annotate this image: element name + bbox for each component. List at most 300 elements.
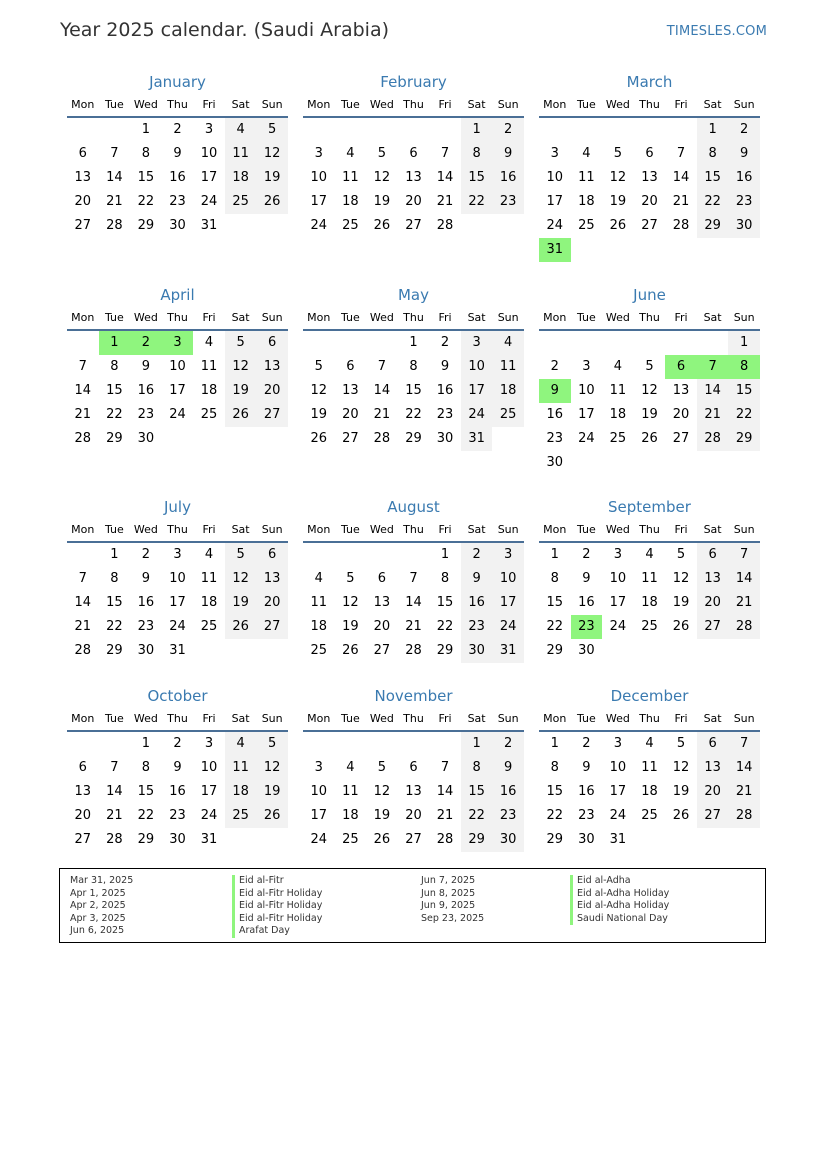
weekday-label: Fri [674, 98, 688, 111]
day-cell: 24 [310, 832, 328, 847]
weekday-label: Wed [369, 311, 394, 324]
day-cell: 28 [697, 427, 729, 451]
day-cell: 9 [492, 756, 524, 780]
day-cell: 1 [141, 122, 151, 137]
day-cell: 21 [405, 619, 422, 634]
month-name: July [164, 498, 191, 516]
day-cell: 12 [672, 760, 690, 775]
day-cell: 31 [461, 427, 493, 451]
day-cell: 2 [582, 547, 591, 562]
day-cell: 7 [440, 760, 450, 775]
month-name: February [380, 73, 447, 91]
day-cell: 6 [256, 543, 288, 567]
day-cell: 22 [106, 619, 123, 634]
weekday-label: Sun [733, 712, 755, 725]
day-cell: 4 [204, 547, 214, 562]
legend-holiday-name: Eid al-Fitr Holiday [232, 913, 322, 926]
day-cell: 28 [106, 832, 123, 847]
weekday-label: Wed [369, 523, 394, 536]
day-cell: 14 [728, 756, 760, 780]
legend-holiday-name: Eid al-Adha Holiday [570, 900, 669, 913]
weekday-label: Tue [340, 311, 360, 324]
day-cell: 2 [440, 335, 450, 350]
day-cell: 9 [173, 760, 182, 775]
weekday-label: Wed [133, 712, 158, 725]
weekday-header [303, 522, 524, 543]
empty-cell [398, 543, 430, 567]
legend-date: Apr 2, 2025 [70, 900, 126, 911]
day-cell: 27 [74, 218, 92, 233]
weekday-label: Sun [733, 98, 755, 111]
day-cell: 13 [405, 170, 422, 185]
day-cell: 29 [546, 643, 564, 658]
legend-date: Apr 3, 2025 [70, 912, 126, 924]
day-cell: 25 [609, 431, 627, 446]
day-cell: 22 [436, 619, 454, 634]
day-cell: 11 [200, 359, 218, 374]
day-cell: 14 [672, 170, 690, 185]
day-cell: 23 [461, 615, 493, 639]
day-grid [67, 331, 288, 451]
day-cell: 18 [492, 379, 524, 403]
day-cell: 23 [728, 190, 760, 214]
legend-holiday-name: Eid al-Fitr [232, 875, 322, 888]
day-cell: 24 [310, 218, 328, 233]
day-cell: 18 [310, 619, 328, 634]
empty-cell [634, 331, 666, 355]
day-cell: 19 [256, 780, 288, 804]
month-name: August [387, 498, 440, 516]
empty-cell [398, 118, 430, 142]
day-cell: 22 [546, 808, 564, 823]
weekday-label: Tue [340, 98, 360, 111]
day-cell: 15 [436, 595, 454, 610]
day-cell: 5 [613, 146, 623, 161]
day-cell: 8 [409, 359, 418, 374]
day-cell: 21 [106, 808, 123, 823]
day-cell: 7 [676, 146, 686, 161]
day-cell: 21 [74, 619, 92, 634]
weekday-label: Fri [674, 523, 688, 536]
empty-cell [539, 118, 571, 142]
month-november [303, 686, 524, 852]
empty-cell [398, 732, 430, 756]
day-cell: 1 [697, 118, 729, 142]
day-cell: 27 [405, 832, 422, 847]
day-cell: 16 [492, 166, 524, 190]
day-cell: 3 [173, 547, 182, 562]
weekday-label: Wed [369, 98, 394, 111]
day-cell: 16 [169, 784, 186, 799]
holiday-day-cell: 1 [99, 331, 131, 355]
day-cell: 29 [405, 431, 422, 446]
day-cell: 21 [672, 194, 690, 209]
day-cell: 27 [697, 615, 729, 639]
weekday-label: Fri [438, 98, 452, 111]
day-cell: 2 [492, 732, 524, 756]
day-cell: 16 [169, 170, 186, 185]
legend-date: Jun 8, 2025 [421, 887, 476, 899]
day-cell: 21 [373, 407, 391, 422]
day-cell: 23 [546, 431, 564, 446]
day-cell: 5 [377, 760, 387, 775]
weekday-label: Mon [71, 712, 95, 725]
day-grid [303, 732, 524, 852]
holiday-day-cell: 9 [539, 379, 571, 403]
day-cell: 24 [609, 808, 627, 823]
day-cell: 11 [200, 571, 218, 586]
day-cell: 6 [78, 760, 87, 775]
weekday-label: Sat [467, 98, 486, 111]
weekday-label: Fri [438, 712, 452, 725]
weekday-label: Thu [639, 98, 660, 111]
day-cell: 12 [225, 567, 257, 591]
day-cell: 23 [578, 808, 595, 823]
day-cell: 4 [645, 547, 654, 562]
day-cell: 2 [173, 122, 182, 137]
day-cell: 14 [405, 595, 422, 610]
weekday-label: Thu [167, 712, 188, 725]
day-cell: 25 [310, 643, 328, 658]
empty-cell [539, 331, 571, 355]
day-cell: 20 [373, 619, 391, 634]
weekday-label: Thu [639, 712, 660, 725]
day-cell: 28 [74, 431, 92, 446]
month-june [539, 285, 760, 475]
day-cell: 4 [314, 571, 323, 586]
day-cell: 31 [492, 639, 524, 663]
day-cell: 12 [310, 383, 328, 398]
day-cell: 27 [256, 403, 288, 427]
day-cell: 10 [200, 760, 218, 775]
day-cell: 30 [492, 828, 524, 852]
legend-holiday-name: Eid al-Adha [570, 875, 669, 888]
day-cell: 12 [256, 756, 288, 780]
weekday-label: Tue [576, 712, 596, 725]
day-cell: 22 [461, 804, 493, 828]
day-cell: 6 [377, 571, 387, 586]
day-cell: 19 [225, 379, 257, 403]
day-cell: 26 [256, 190, 288, 214]
day-cell: 19 [641, 407, 658, 422]
day-cell: 8 [550, 571, 559, 586]
day-cell: 11 [492, 355, 524, 379]
day-cell: 25 [641, 808, 658, 823]
day-cell: 15 [137, 784, 155, 799]
day-cell: 17 [169, 383, 186, 398]
day-cell: 18 [200, 595, 218, 610]
day-cell: 17 [492, 591, 524, 615]
day-cell: 1 [550, 547, 559, 562]
day-cell: 13 [641, 170, 658, 185]
day-cell: 9 [492, 142, 524, 166]
weekday-label: Tue [340, 523, 360, 536]
holiday-day-cell: 6 [665, 355, 697, 379]
weekday-header [539, 522, 760, 543]
empty-cell [602, 118, 634, 142]
day-cell: 20 [405, 808, 422, 823]
day-cell: 25 [578, 218, 595, 233]
day-cell: 21 [106, 194, 123, 209]
weekday-label: Sun [261, 523, 283, 536]
day-cell: 23 [436, 407, 454, 422]
day-cell: 24 [461, 403, 493, 427]
weekday-label: Tue [576, 523, 596, 536]
day-cell: 6 [697, 732, 729, 756]
day-grid [303, 543, 524, 663]
day-cell: 8 [141, 760, 151, 775]
day-cell: 7 [110, 760, 119, 775]
day-cell: 23 [137, 619, 155, 634]
weekday-label: Thu [167, 311, 188, 324]
empty-cell [366, 732, 398, 756]
day-cell: 31 [200, 218, 218, 233]
weekday-label: Sat [231, 712, 250, 725]
weekday-label: Mon [307, 311, 331, 324]
weekday-header [539, 310, 760, 331]
day-cell: 3 [550, 146, 559, 161]
day-cell: 19 [609, 194, 627, 209]
day-grid [539, 543, 760, 663]
day-cell: 8 [440, 571, 450, 586]
day-cell: 18 [342, 808, 359, 823]
day-cell: 13 [256, 567, 288, 591]
empty-cell [665, 118, 697, 142]
day-cell: 30 [578, 643, 595, 658]
legend-date: Apr 1, 2025 [70, 887, 126, 899]
day-cell: 29 [436, 643, 454, 658]
day-cell: 2 [550, 359, 559, 374]
weekday-label: Sun [497, 523, 519, 536]
empty-cell [67, 543, 99, 567]
day-cell: 14 [436, 784, 454, 799]
day-cell: 26 [373, 218, 391, 233]
weekday-label: Mon [543, 311, 567, 324]
day-cell: 10 [492, 567, 524, 591]
day-cell: 24 [200, 808, 218, 823]
day-cell: 2 [492, 118, 524, 142]
day-cell: 29 [106, 643, 123, 658]
holiday-day-cell: 7 [697, 355, 729, 379]
day-cell: 4 [225, 732, 257, 756]
day-cell: 15 [461, 780, 493, 804]
weekday-label: Mon [543, 712, 567, 725]
day-cell: 19 [342, 619, 359, 634]
day-cell: 14 [728, 567, 760, 591]
day-cell: 22 [697, 190, 729, 214]
empty-cell [429, 118, 461, 142]
day-cell: 1 [550, 736, 559, 751]
day-cell: 16 [546, 407, 564, 422]
empty-cell [67, 331, 99, 355]
day-cell: 3 [204, 122, 214, 137]
day-cell: 10 [609, 571, 627, 586]
day-cell: 18 [200, 383, 218, 398]
day-cell: 30 [137, 643, 155, 658]
day-cell: 25 [225, 190, 257, 214]
day-cell: 2 [461, 543, 493, 567]
day-cell: 9 [141, 571, 151, 586]
day-cell: 14 [74, 595, 92, 610]
weekday-label: Fri [202, 311, 216, 324]
day-cell: 25 [641, 619, 658, 634]
weekday-header [539, 711, 760, 732]
day-cell: 13 [405, 784, 422, 799]
weekday-label: Sat [703, 523, 722, 536]
day-cell: 7 [78, 359, 87, 374]
empty-cell [634, 118, 666, 142]
day-cell: 16 [578, 784, 595, 799]
day-cell: 1 [461, 118, 493, 142]
day-cell: 8 [550, 760, 559, 775]
weekday-label: Mon [307, 98, 331, 111]
weekday-header [67, 97, 288, 118]
weekday-label: Mon [71, 98, 95, 111]
day-cell: 12 [373, 784, 391, 799]
holiday-day-cell: 3 [162, 331, 194, 355]
day-cell: 28 [728, 615, 760, 639]
day-cell: 17 [609, 784, 627, 799]
legend-date: Sep 23, 2025 [421, 912, 485, 924]
day-cell: 26 [225, 615, 257, 639]
empty-cell [67, 118, 99, 142]
day-cell: 14 [106, 170, 123, 185]
day-cell: 19 [672, 784, 690, 799]
day-cell: 12 [225, 355, 257, 379]
day-cell: 10 [546, 170, 564, 185]
day-cell: 20 [256, 591, 288, 615]
day-cell: 18 [342, 194, 359, 209]
day-cell: 1 [461, 732, 493, 756]
day-cell: 24 [546, 218, 564, 233]
month-december [539, 686, 760, 852]
weekday-label: Sun [261, 712, 283, 725]
day-cell: 28 [405, 643, 422, 658]
day-cell: 15 [405, 383, 422, 398]
day-grid [67, 732, 288, 852]
day-cell: 16 [137, 595, 155, 610]
day-cell: 6 [256, 331, 288, 355]
day-cell: 13 [373, 595, 391, 610]
weekday-label: Tue [576, 311, 596, 324]
day-cell: 30 [578, 832, 595, 847]
day-cell: 3 [204, 736, 214, 751]
day-cell: 3 [613, 547, 623, 562]
legend-date: Jun 6, 2025 [70, 925, 125, 936]
weekday-label: Tue [104, 523, 124, 536]
weekday-label: Fri [438, 523, 452, 536]
day-cell: 22 [137, 808, 155, 823]
day-grid [67, 118, 288, 238]
weekday-label: Fri [674, 311, 688, 324]
day-cell: 24 [492, 615, 524, 639]
holiday-day-cell: 31 [539, 238, 571, 262]
empty-cell [571, 331, 603, 355]
day-cell: 31 [200, 832, 218, 847]
day-cell: 15 [137, 170, 155, 185]
site-link[interactable]: TIMESLES.COM [666, 24, 767, 39]
month-july [67, 497, 288, 663]
day-cell: 27 [342, 431, 359, 446]
day-cell: 5 [676, 736, 686, 751]
weekday-label: Thu [403, 712, 424, 725]
weekday-header [67, 711, 288, 732]
day-cell: 7 [409, 571, 418, 586]
day-cell: 20 [405, 194, 422, 209]
day-cell: 24 [609, 619, 627, 634]
empty-cell [99, 732, 131, 756]
empty-cell [335, 118, 367, 142]
day-cell: 11 [310, 595, 328, 610]
weekday-label: Thu [403, 311, 424, 324]
day-cell: 10 [461, 355, 493, 379]
weekday-label: Sat [231, 311, 250, 324]
day-cell: 7 [78, 571, 87, 586]
day-cell: 7 [440, 146, 450, 161]
day-cell: 18 [578, 194, 595, 209]
empty-cell [303, 118, 335, 142]
day-cell: 9 [582, 571, 591, 586]
month-name: March [626, 73, 673, 91]
day-cell: 26 [373, 832, 391, 847]
day-cell: 2 [582, 736, 591, 751]
day-cell: 23 [169, 808, 186, 823]
day-cell: 5 [256, 732, 288, 756]
day-cell: 1 [440, 547, 450, 562]
day-cell: 20 [256, 379, 288, 403]
day-cell: 9 [728, 142, 760, 166]
day-cell: 17 [546, 194, 564, 209]
day-cell: 3 [613, 736, 623, 751]
weekday-label: Sun [497, 98, 519, 111]
day-cell: 21 [697, 403, 729, 427]
day-cell: 25 [225, 804, 257, 828]
day-cell: 22 [137, 194, 155, 209]
day-cell: 10 [200, 146, 218, 161]
weekday-label: Thu [403, 523, 424, 536]
day-cell: 21 [728, 591, 760, 615]
month-name: April [160, 286, 195, 304]
month-name: June [633, 286, 666, 304]
day-cell: 29 [546, 832, 564, 847]
day-cell: 13 [74, 170, 92, 185]
legend-date: Jun 9, 2025 [421, 900, 476, 911]
day-cell: 28 [106, 218, 123, 233]
day-cell: 21 [728, 780, 760, 804]
day-cell: 27 [373, 643, 391, 658]
day-cell: 26 [641, 431, 658, 446]
day-cell: 24 [169, 619, 186, 634]
day-cell: 30 [728, 214, 760, 238]
weekday-label: Mon [543, 98, 567, 111]
weekday-label: Tue [576, 98, 596, 111]
day-cell: 12 [342, 595, 359, 610]
weekday-label: Mon [307, 523, 331, 536]
holiday-day-cell: 2 [130, 331, 162, 355]
day-cell: 31 [169, 643, 186, 658]
day-cell: 22 [461, 190, 493, 214]
day-cell: 26 [609, 218, 627, 233]
day-cell: 3 [314, 760, 323, 775]
day-cell: 7 [377, 359, 387, 374]
day-cell: 16 [728, 166, 760, 190]
day-cell: 30 [169, 832, 186, 847]
day-cell: 3 [582, 359, 591, 374]
weekday-header [67, 310, 288, 331]
weekday-label: Sun [497, 712, 519, 725]
day-cell: 4 [346, 760, 355, 775]
day-cell: 15 [106, 595, 123, 610]
